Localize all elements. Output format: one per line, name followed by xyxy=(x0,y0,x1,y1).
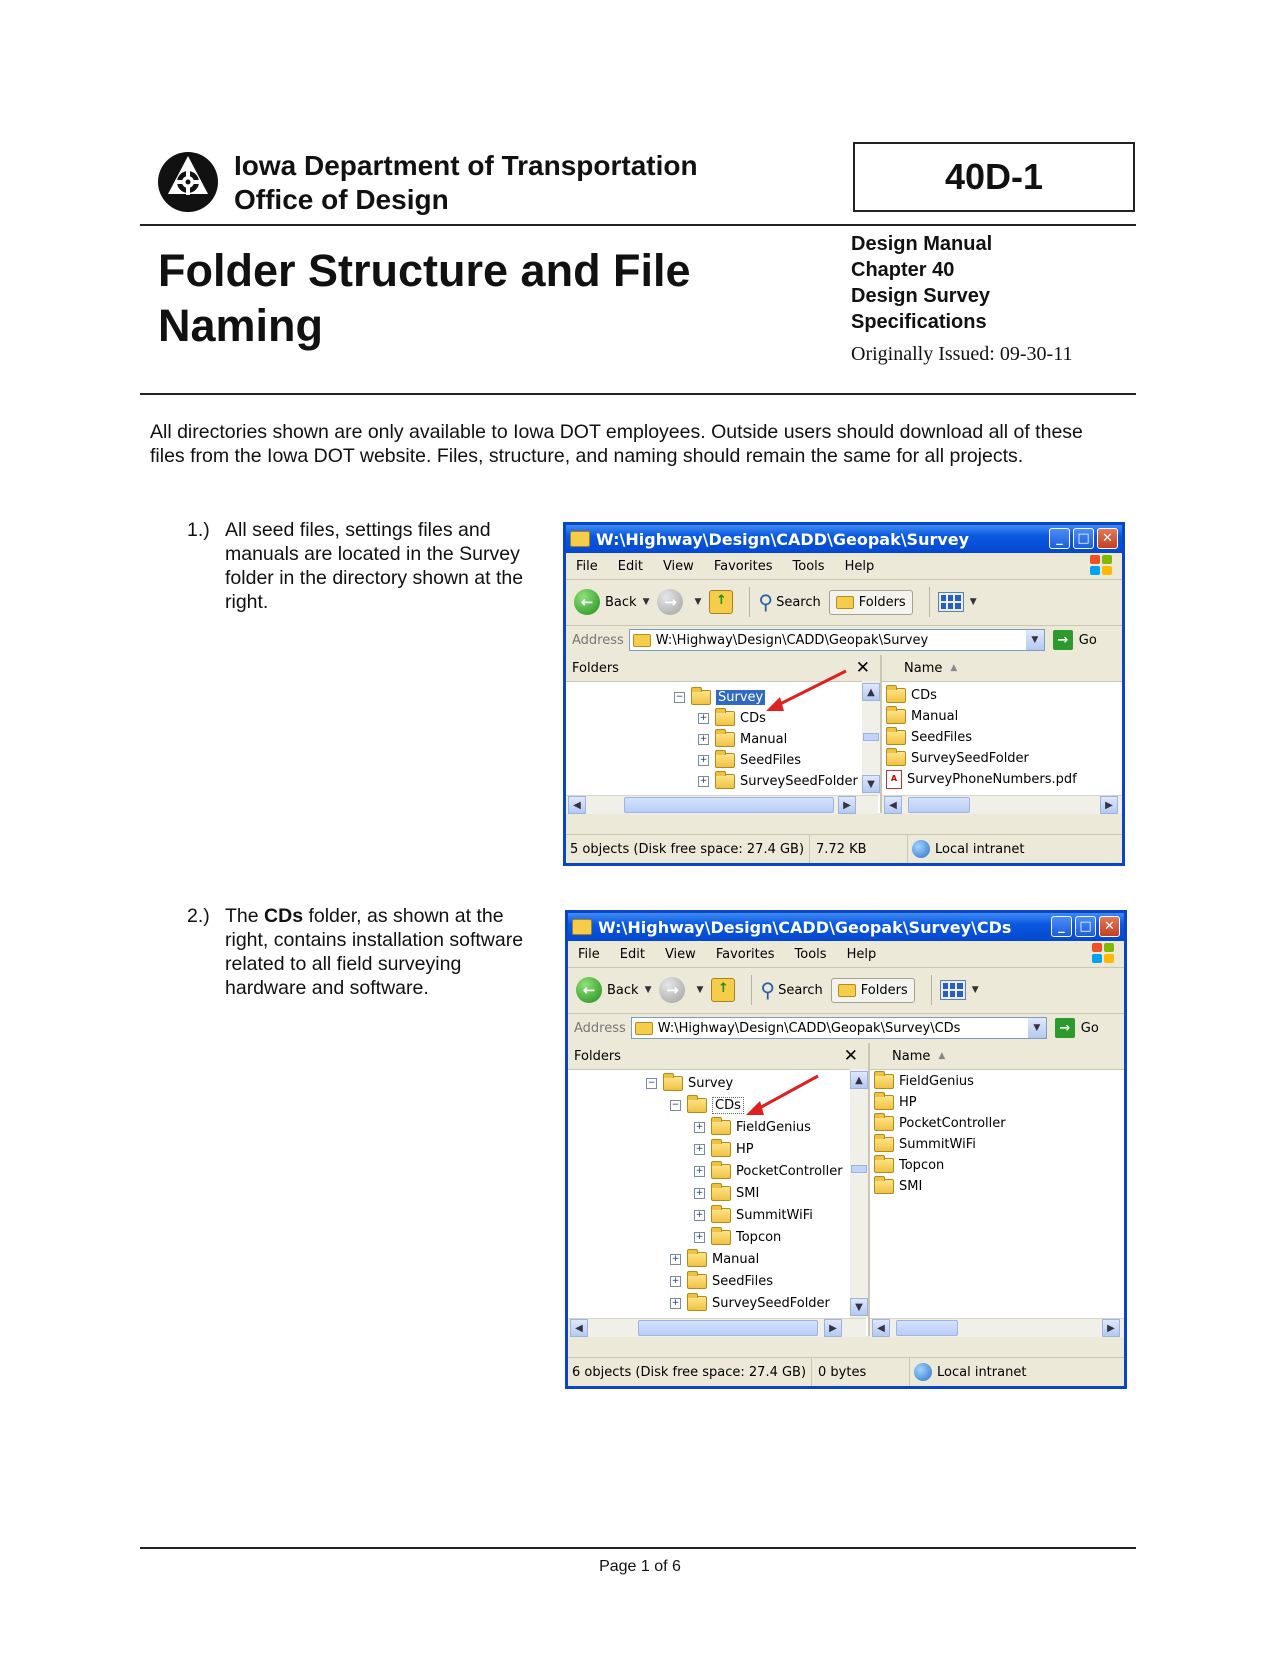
tree-vertical-scrollbar[interactable] xyxy=(862,681,880,795)
list-item-label: SurveySeedFolder xyxy=(911,750,1029,766)
folder-icon xyxy=(874,1137,894,1152)
up-folder-icon: ↑ xyxy=(711,978,735,1002)
tree-item-cds[interactable] xyxy=(670,1095,744,1115)
iowa-dot-logo-icon xyxy=(156,150,220,214)
expand-icon[interactable]: + xyxy=(695,1209,704,1220)
tree-item-surveyseedfolder[interactable] xyxy=(670,1293,830,1313)
expand-icon[interactable]: + xyxy=(699,712,708,723)
page-title-line-1: Folder Structure and File xyxy=(158,245,691,296)
menu-tools[interactable]: Tools xyxy=(792,558,825,574)
search-icon: ⚲ xyxy=(758,590,774,614)
step-2-text-before: The xyxy=(225,905,265,927)
page-title-line-2: Naming xyxy=(158,300,324,351)
tree-item-summitwifi[interactable] xyxy=(694,1205,813,1225)
expand-icon[interactable]: + xyxy=(699,733,708,744)
folder-icon xyxy=(711,1230,731,1245)
name-column-label: Name xyxy=(904,660,943,676)
folders-pane-header xyxy=(566,655,880,682)
meta-section-2: Specifications xyxy=(851,311,987,333)
list-item-label: SurveyPhoneNumbers.pdf xyxy=(907,771,1077,787)
scroll-thumb[interactable] xyxy=(624,797,834,813)
name-column-header[interactable] xyxy=(882,655,1122,682)
list-item-pocketcontroller[interactable] xyxy=(874,1113,1006,1133)
dropdown-arrow-icon: ▼ xyxy=(642,597,650,607)
folder-icon xyxy=(874,1095,894,1110)
page-number: Page 1 of 6 xyxy=(599,1558,681,1575)
close-button[interactable]: ✕ xyxy=(1099,916,1120,937)
status-zone-label: Local intranet xyxy=(935,841,1025,857)
name-column-header[interactable] xyxy=(870,1043,1124,1070)
menu-edit[interactable]: Edit xyxy=(617,558,643,574)
list-horizontal-scrollbar[interactable] xyxy=(870,1318,1124,1337)
folders-label: Folders xyxy=(858,594,906,610)
search-icon: ⚲ xyxy=(760,978,776,1002)
scroll-up-icon[interactable]: ▲ xyxy=(862,683,880,701)
folders-icon xyxy=(838,984,856,997)
go-label[interactable]: Go xyxy=(1080,1020,1099,1036)
list-item-label: SeedFiles xyxy=(911,729,973,745)
address-value: W:\Highway\Design\CADD\Geopak\Survey xyxy=(655,632,929,648)
list-item-smi[interactable] xyxy=(874,1176,922,1196)
search-label: Search xyxy=(778,982,823,998)
dropdown-arrow-icon: ▼ xyxy=(971,985,979,995)
tree-item-survey[interactable] xyxy=(674,687,765,707)
address-bar xyxy=(568,1013,1124,1044)
folders-button[interactable] xyxy=(829,590,913,615)
go-label[interactable]: Go xyxy=(1078,632,1097,648)
scroll-thumb[interactable] xyxy=(851,1165,867,1173)
minimize-button[interactable]: _ xyxy=(1051,916,1072,937)
folder-icon xyxy=(570,531,590,547)
folder-icon xyxy=(715,732,735,747)
status-zone xyxy=(908,840,1024,858)
forward-button[interactable] xyxy=(659,977,703,1003)
explorer-window-cds xyxy=(565,910,1127,1389)
scroll-thumb[interactable] xyxy=(896,1320,958,1336)
list-horizontal-scrollbar[interactable] xyxy=(882,795,1122,814)
tree-item-label: Survey xyxy=(688,1075,734,1091)
tree-item-label: Manual xyxy=(712,1251,760,1267)
address-input[interactable] xyxy=(631,1017,1047,1039)
close-pane-icon[interactable]: ✕ xyxy=(855,658,870,678)
folder-icon xyxy=(572,919,592,935)
tree-item-seedfiles[interactable] xyxy=(698,750,801,770)
dropdown-arrow-icon: ▼ xyxy=(644,985,652,995)
list-item-cds[interactable] xyxy=(886,685,937,705)
step-2-text-bold: CDs xyxy=(264,905,304,927)
folder-icon xyxy=(886,709,906,724)
list-item-label: PocketController xyxy=(899,1115,1006,1131)
address-dropdown-icon[interactable]: ▼ xyxy=(1026,630,1044,650)
folder-icon xyxy=(886,751,906,766)
folder-icon xyxy=(711,1186,731,1201)
folder-icon xyxy=(874,1158,894,1173)
list-item-label: FieldGenius xyxy=(899,1073,974,1089)
up-folder-icon: ↑ xyxy=(709,590,733,614)
tree-item-survey[interactable] xyxy=(646,1073,733,1093)
back-arrow-icon: ← xyxy=(576,977,602,1003)
toolbar-separator xyxy=(929,587,930,617)
file-list-pane xyxy=(882,655,1122,813)
meta-section-1: Design Survey xyxy=(851,285,990,307)
scroll-left-icon[interactable]: ◀ xyxy=(884,796,902,814)
file-list-pane xyxy=(870,1043,1124,1336)
dropdown-arrow-icon: ▼ xyxy=(969,597,977,607)
views-button[interactable] xyxy=(938,592,977,612)
tree-item-fieldgenius[interactable] xyxy=(694,1117,811,1137)
folders-pane xyxy=(566,655,882,813)
collapse-icon[interactable]: − xyxy=(671,1099,680,1110)
folder-icon xyxy=(711,1142,731,1157)
org-name: Iowa Department of Transportation xyxy=(234,150,698,181)
scroll-right-icon[interactable]: ▶ xyxy=(838,796,856,814)
folder-icon xyxy=(715,753,735,768)
expand-icon[interactable]: + xyxy=(695,1143,704,1154)
list-item-fieldgenius[interactable] xyxy=(874,1071,974,1091)
back-label: Back xyxy=(605,594,637,610)
menu-file[interactable]: File xyxy=(578,946,600,962)
up-folder-button[interactable] xyxy=(711,978,735,1002)
menu-bar xyxy=(566,553,1122,580)
menu-bar xyxy=(568,941,1124,968)
meta-manual: Design Manual xyxy=(851,233,993,255)
tree-horizontal-scrollbar[interactable] xyxy=(566,795,878,814)
list-item-label: Manual xyxy=(911,708,959,724)
close-button[interactable]: ✕ xyxy=(1097,528,1118,549)
close-pane-icon[interactable]: ✕ xyxy=(843,1046,858,1066)
folder-icon xyxy=(687,1296,707,1311)
forward-button[interactable] xyxy=(657,589,701,615)
folder-icon xyxy=(633,634,651,647)
menu-favorites[interactable]: Favorites xyxy=(715,946,775,962)
expand-icon[interactable]: + xyxy=(695,1187,704,1198)
maximize-button[interactable]: □ xyxy=(1075,916,1096,937)
expand-icon[interactable]: + xyxy=(699,754,708,765)
address-input[interactable] xyxy=(629,629,1045,651)
intranet-globe-icon xyxy=(912,840,930,858)
expand-icon[interactable]: + xyxy=(671,1275,680,1286)
go-arrow-icon[interactable]: → xyxy=(1055,1018,1075,1038)
address-value: W:\Highway\Design\CADD\Geopak\Survey\CDs xyxy=(657,1020,961,1036)
scroll-left-icon[interactable]: ◀ xyxy=(872,1319,890,1337)
windows-logo-icon xyxy=(1092,943,1114,963)
expand-icon[interactable]: + xyxy=(671,1253,680,1264)
folder-icon xyxy=(874,1116,894,1131)
tree-item-topcon[interactable] xyxy=(694,1227,781,1247)
scroll-down-icon[interactable]: ▼ xyxy=(862,775,880,793)
folder-icon xyxy=(687,1098,707,1113)
tree-horizontal-scrollbar[interactable] xyxy=(568,1318,866,1337)
tree-item-surveyseedfolder[interactable] xyxy=(698,771,858,791)
step-2-text-after: folder, as shown at the right, contains installation software related to all field surveying hardware and software. xyxy=(225,905,524,999)
title-divider xyxy=(140,393,1136,395)
folders-label: Folders xyxy=(860,982,908,998)
list-item-seedfiles[interactable] xyxy=(886,727,972,747)
intranet-globe-icon xyxy=(914,1363,932,1381)
back-arrow-icon: ← xyxy=(574,589,600,615)
menu-file[interactable]: File xyxy=(576,558,598,574)
folders-icon xyxy=(836,596,854,609)
window-title: W:\Highway\Design\CADD\Geopak\Survey xyxy=(596,529,970,549)
list-item-phone-numbers-pdf[interactable] xyxy=(886,769,1077,789)
forward-arrow-icon: → xyxy=(659,977,685,1003)
sort-ascending-icon: ▲ xyxy=(938,1051,946,1061)
tree-item-label: SeedFiles xyxy=(712,1273,774,1289)
tree-item-manual[interactable] xyxy=(698,729,787,749)
scroll-right-icon[interactable]: ▶ xyxy=(1100,796,1118,814)
up-folder-button[interactable] xyxy=(709,590,733,614)
scroll-left-icon[interactable]: ◀ xyxy=(570,1319,588,1337)
footer-divider xyxy=(140,1547,1136,1549)
status-bar xyxy=(566,834,1122,863)
window-title: W:\Highway\Design\CADD\Geopak\Survey\CDs xyxy=(598,917,1012,937)
folder-icon xyxy=(715,711,735,726)
views-icon xyxy=(940,980,966,1000)
scroll-right-icon[interactable]: ▶ xyxy=(824,1319,842,1337)
menu-help[interactable]: Help xyxy=(846,946,877,962)
tree-item-label: PocketController xyxy=(736,1163,843,1179)
list-item-label: HP xyxy=(899,1094,917,1110)
tree-item-label: CDs xyxy=(740,710,766,726)
expand-icon[interactable]: + xyxy=(695,1121,704,1132)
folders-pane xyxy=(568,1043,870,1336)
tree-item-label: SummitWiFi xyxy=(736,1207,813,1223)
folder-icon xyxy=(691,690,711,705)
menu-edit[interactable]: Edit xyxy=(619,946,645,962)
toolbar-separator xyxy=(931,975,932,1005)
tree-item-smi[interactable] xyxy=(694,1183,759,1203)
toolbar-separator xyxy=(751,975,752,1005)
folders-pane-title: Folders xyxy=(574,1048,621,1064)
folder-icon xyxy=(687,1274,707,1289)
menu-favorites[interactable]: Favorites xyxy=(713,558,773,574)
issued-date: Originally Issued: 09-30-11 xyxy=(851,343,1073,365)
back-button[interactable] xyxy=(576,977,651,1003)
step-2-text xyxy=(225,904,545,1000)
status-object-count: 5 objects (Disk free space: 27.4 GB) xyxy=(566,835,810,863)
sort-ascending-icon: ▲ xyxy=(950,663,958,673)
scroll-thumb[interactable] xyxy=(863,733,879,741)
list-item-label: CDs xyxy=(911,687,937,703)
scroll-right-icon[interactable]: ▶ xyxy=(1102,1319,1120,1337)
folder-icon xyxy=(711,1120,731,1135)
tree-item-label: Survey xyxy=(718,689,764,705)
folder-icon xyxy=(874,1179,894,1194)
folders-button[interactable] xyxy=(831,978,915,1003)
status-zone xyxy=(910,1363,1026,1381)
tree-item-label: SurveySeedFolder xyxy=(712,1295,830,1311)
address-dropdown-icon[interactable]: ▼ xyxy=(1028,1018,1046,1038)
intro-paragraph: All directories shown are only available to Iowa DOT employees. Outside users should download all of these files from the Iowa DOT website. Files, structure, and naming should remain the same for all projects. xyxy=(150,421,1083,467)
address-label: Address xyxy=(574,1020,626,1036)
tree-item-label: HP xyxy=(736,1141,754,1157)
scroll-thumb[interactable] xyxy=(638,1320,818,1336)
menu-view[interactable]: View xyxy=(662,558,694,574)
folder-icon xyxy=(663,1076,683,1091)
status-size: 0 bytes xyxy=(812,1358,910,1386)
collapse-icon[interactable]: − xyxy=(647,1077,656,1088)
tree-item-hp[interactable] xyxy=(694,1139,754,1159)
folder-icon xyxy=(711,1208,731,1223)
toolbar xyxy=(568,967,1124,1014)
minimize-button[interactable]: _ xyxy=(1049,528,1070,549)
tree-item-manual[interactable] xyxy=(670,1249,759,1269)
list-item-summitwifi[interactable] xyxy=(874,1134,976,1154)
search-button[interactable] xyxy=(760,978,822,1002)
expand-icon[interactable]: + xyxy=(671,1297,680,1308)
explorer-window-survey xyxy=(563,522,1125,866)
folder-icon xyxy=(886,730,906,745)
tree-item-pocketcontroller[interactable] xyxy=(694,1161,843,1181)
folder-icon xyxy=(635,1022,653,1035)
expand-icon[interactable]: + xyxy=(695,1231,704,1242)
folder-icon xyxy=(687,1252,707,1267)
list-item-label: SMI xyxy=(899,1178,923,1194)
status-zone-label: Local intranet xyxy=(937,1364,1027,1380)
meta-chapter: Chapter 40 xyxy=(851,259,955,281)
menu-tools[interactable]: Tools xyxy=(794,946,827,962)
document-number: 40D-1 xyxy=(853,142,1135,212)
tree-item-label: CDs xyxy=(712,1097,744,1114)
dropdown-arrow-icon: ▼ xyxy=(694,597,702,607)
list-item-hp[interactable] xyxy=(874,1092,917,1112)
search-label: Search xyxy=(776,594,821,610)
address-label: Address xyxy=(572,632,624,648)
tree-item-label: Topcon xyxy=(736,1229,782,1245)
status-size: 7.72 KB xyxy=(810,835,908,863)
title-bar[interactable] xyxy=(566,525,1122,553)
title-bar[interactable] xyxy=(568,913,1124,941)
tree-vertical-scrollbar[interactable] xyxy=(850,1069,868,1318)
toolbar xyxy=(566,579,1122,626)
tree-item-label: FieldGenius xyxy=(736,1119,811,1135)
scroll-down-icon[interactable]: ▼ xyxy=(850,1298,868,1316)
name-column-label: Name xyxy=(892,1048,931,1064)
list-item-topcon[interactable] xyxy=(874,1155,944,1175)
folder-icon xyxy=(874,1074,894,1089)
dropdown-arrow-icon: ▼ xyxy=(696,985,704,995)
views-button[interactable] xyxy=(940,980,979,1000)
folders-pane-header xyxy=(568,1043,868,1070)
status-object-count: 6 objects (Disk free space: 27.4 GB) xyxy=(568,1358,812,1386)
collapse-icon[interactable]: − xyxy=(675,691,684,702)
office-name: Office of Design xyxy=(234,184,449,215)
tree-item-label: SeedFiles xyxy=(740,752,802,768)
tree-item-label: Manual xyxy=(740,731,788,747)
tree-item-seedfiles[interactable] xyxy=(670,1271,773,1291)
tree-item-label: SurveySeedFolder xyxy=(740,773,858,789)
expand-icon[interactable]: + xyxy=(699,775,708,786)
header-divider xyxy=(140,224,1136,226)
tree-item-cds[interactable] xyxy=(698,708,766,728)
forward-arrow-icon: → xyxy=(657,589,683,615)
folder-icon xyxy=(886,688,906,703)
tree-item-label: SMI xyxy=(736,1185,760,1201)
expand-icon[interactable]: + xyxy=(695,1165,704,1176)
back-label: Back xyxy=(607,982,639,998)
list-item-label: SummitWiFi xyxy=(899,1136,976,1152)
scroll-thumb[interactable] xyxy=(908,797,970,813)
menu-view[interactable]: View xyxy=(664,946,696,962)
pdf-file-icon: A xyxy=(886,770,902,789)
step-1-number: 1.) xyxy=(187,519,210,541)
scroll-up-icon[interactable]: ▲ xyxy=(850,1071,868,1089)
folder-icon xyxy=(711,1164,731,1179)
windows-logo-icon xyxy=(1090,555,1112,575)
go-arrow-icon[interactable]: → xyxy=(1053,630,1073,650)
step-1-text: All seed files, settings files and manuals are located in the Survey folder in the directory shown at the right. xyxy=(225,519,524,613)
step-2-number: 2.) xyxy=(187,905,210,927)
list-item-surveyseedfolder[interactable] xyxy=(886,748,1029,768)
back-button[interactable] xyxy=(574,589,649,615)
folder-icon xyxy=(715,774,735,789)
toolbar-separator xyxy=(749,587,750,617)
list-item-manual[interactable] xyxy=(886,706,958,726)
search-button[interactable] xyxy=(758,590,820,614)
maximize-button[interactable]: □ xyxy=(1073,528,1094,549)
list-item-label: Topcon xyxy=(899,1157,945,1173)
views-icon xyxy=(938,592,964,612)
scroll-left-icon[interactable]: ◀ xyxy=(568,796,586,814)
status-bar xyxy=(568,1357,1124,1386)
menu-help[interactable]: Help xyxy=(844,558,875,574)
folders-pane-title: Folders xyxy=(572,660,619,676)
address-bar xyxy=(566,625,1122,656)
